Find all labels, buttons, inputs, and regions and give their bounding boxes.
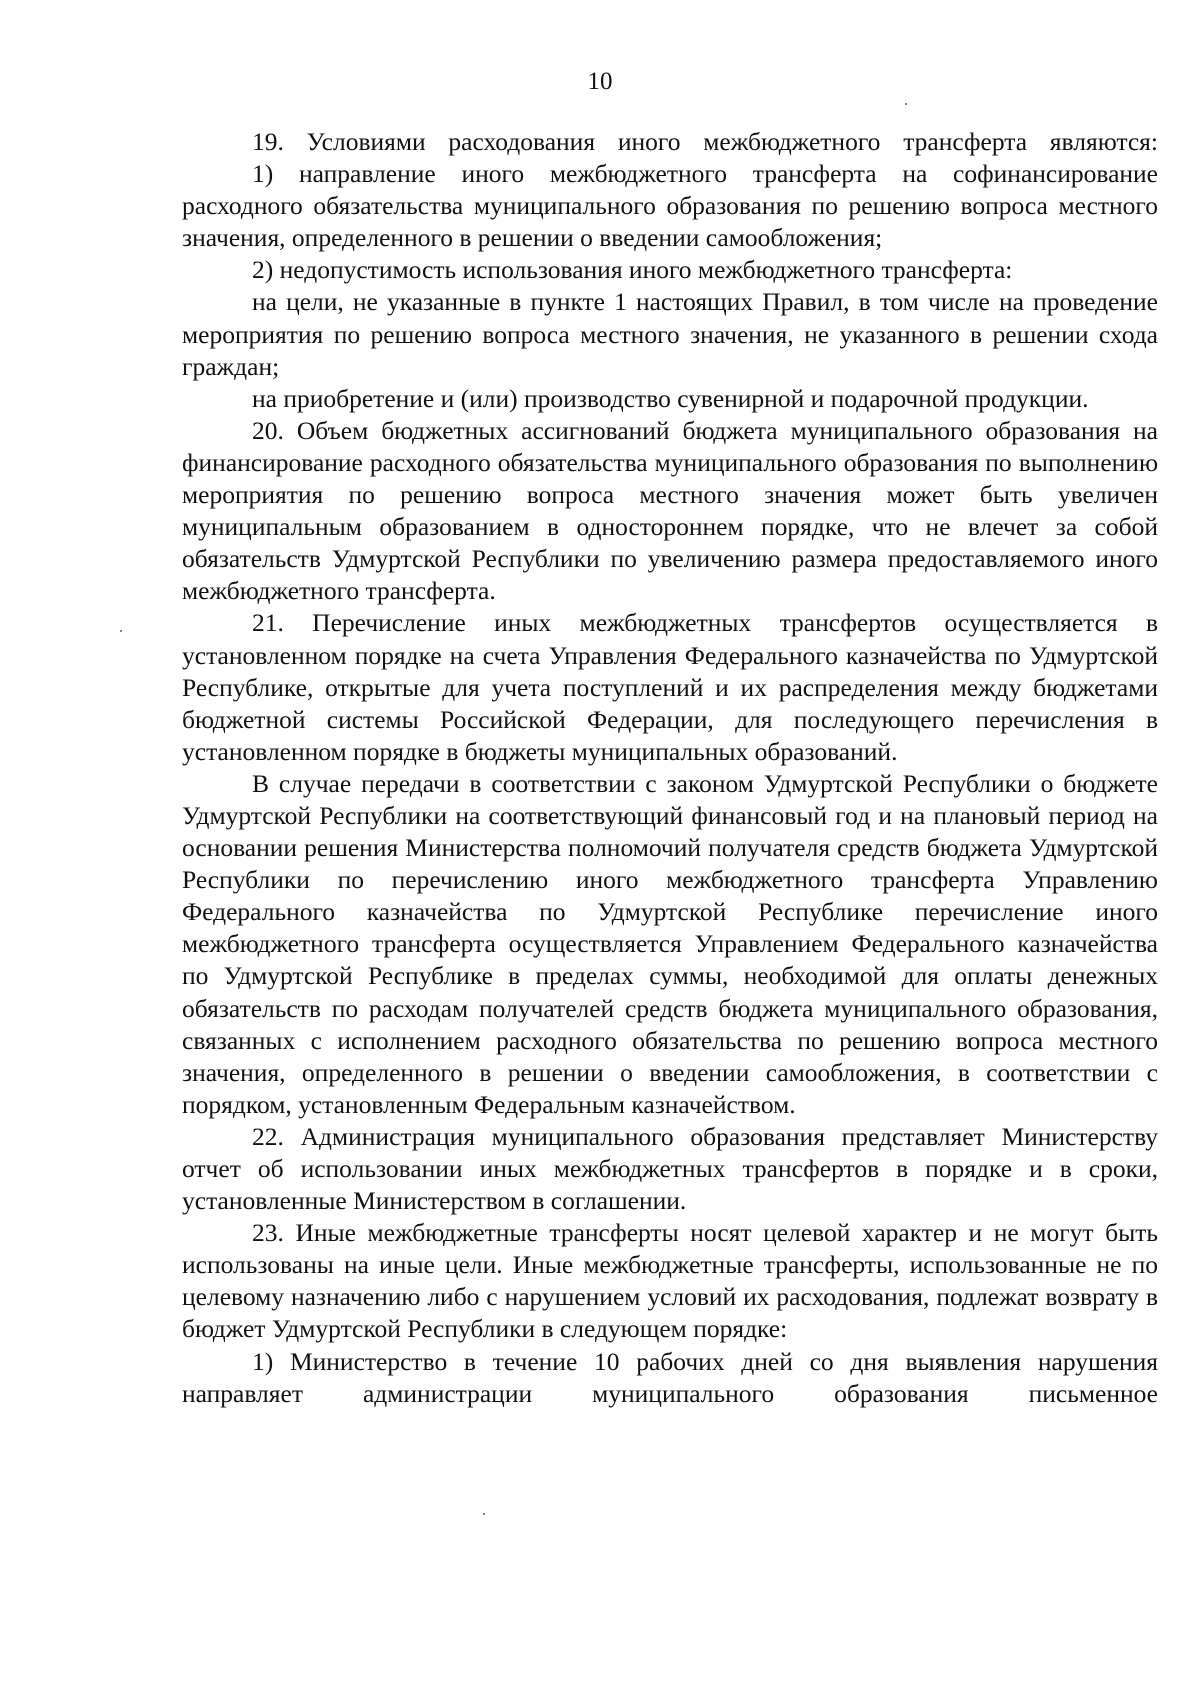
scan-speck	[120, 630, 122, 632]
paragraph-21: 21. Перечисление иных межбюджетных трансфертов осуществляется в установленном порядке на счета Управления Федерального казначейства по Удмуртской Республике, открытые для учета поступлений и их распределения между бюджетами бюджетной системы Российской Федерации, для последующего перечисления в установленном порядке в бюджеты муниципальных образований.	[182, 608, 1158, 766]
paragraph-19-item-2-clause-b: на приобретение и (или) производство сувенирной и подарочной продукции.	[252, 383, 1089, 413]
scan-speck	[905, 103, 907, 105]
paragraph-19-item-2-clause-a: на цели, не указанные в пункте 1 настоящих Правил, в том числе на проведение мероприятия по решению вопроса местного значения, не указанного в решении схода граждан;	[182, 287, 1158, 381]
paragraph-22: 22. Администрация муниципального образования представляет Министерству отчет об использовании иных межбюджетных трансфертов в порядке и в сроки, установленные Министерством в соглашении.	[182, 1121, 1158, 1216]
paragraph-20: 20. Объем бюджетных ассигнований бюджета муниципального образования на финансирование расходного обязательства муниципального образования по выполнению мероприятия по решению вопроса местного значения может быть увеличен муниципальным образованием в одностороннем порядке, что не влечет за собой обязательств Удмуртской Республики по увеличению размера предоставляемого иного межбюджетного трансферта.	[182, 415, 1158, 606]
paragraph-23-item-1: 1) Министерство в течение 10 рабочих дней со дня выявления нарушения направляет администрации муниципального образования письменное	[182, 1346, 1158, 1408]
paragraph-21-continued: В случае передачи в соответствии с законом Удмуртской Республики о бюджете Удмуртской Республики на соответствующий финансовый год и на плановый период на основании решения Министерства полномочий получателя средств бюджета Удмуртской Республики по перечислению иного межбюджетного трансферта Управлению Федерального казначейства по Удмуртской Республике перечисление иного межбюджетного трансферта осуществляется Управлением Федерального казначейства по Удмуртской Республике в пределах суммы, необходимой для оплаты денежных обязательств по расходам получателей средств бюджета муниципального образования, связанных с исполнением расходного обязательства по решению вопроса местного значения, определенного в решении о введении самообложения, в соответствии с порядком, установленным Федеральным казначейством.	[182, 768, 1158, 1119]
paragraph-19: 19. Условиями расходования иного межбюджетного трансферта являются:	[252, 127, 1158, 156]
paragraph-19-item-2: 2) недопустимость использования иного межбюджетного трансферта:	[252, 255, 1013, 285]
paragraph-23: 23. Иные межбюджетные трансферты носят целевой характер и не могут быть использованы на иные цели. Иные межбюджетные трансферты, использованные не по целевому назначению либо с нарушением условий их расходования, подлежат возврату в бюджет Удмуртской Республики в следующем порядке:	[182, 1218, 1158, 1344]
scan-speck	[483, 1513, 485, 1515]
page-number: 10	[587, 68, 613, 95]
document-body	[182, 126, 1158, 1410]
paragraph-19-item-1: 1) направление иного межбюджетного трансферта на софинансирование расходного обязательства муниципального образования по решению вопроса местного значения, определенного в решении о введении самообложения;	[182, 159, 1158, 253]
